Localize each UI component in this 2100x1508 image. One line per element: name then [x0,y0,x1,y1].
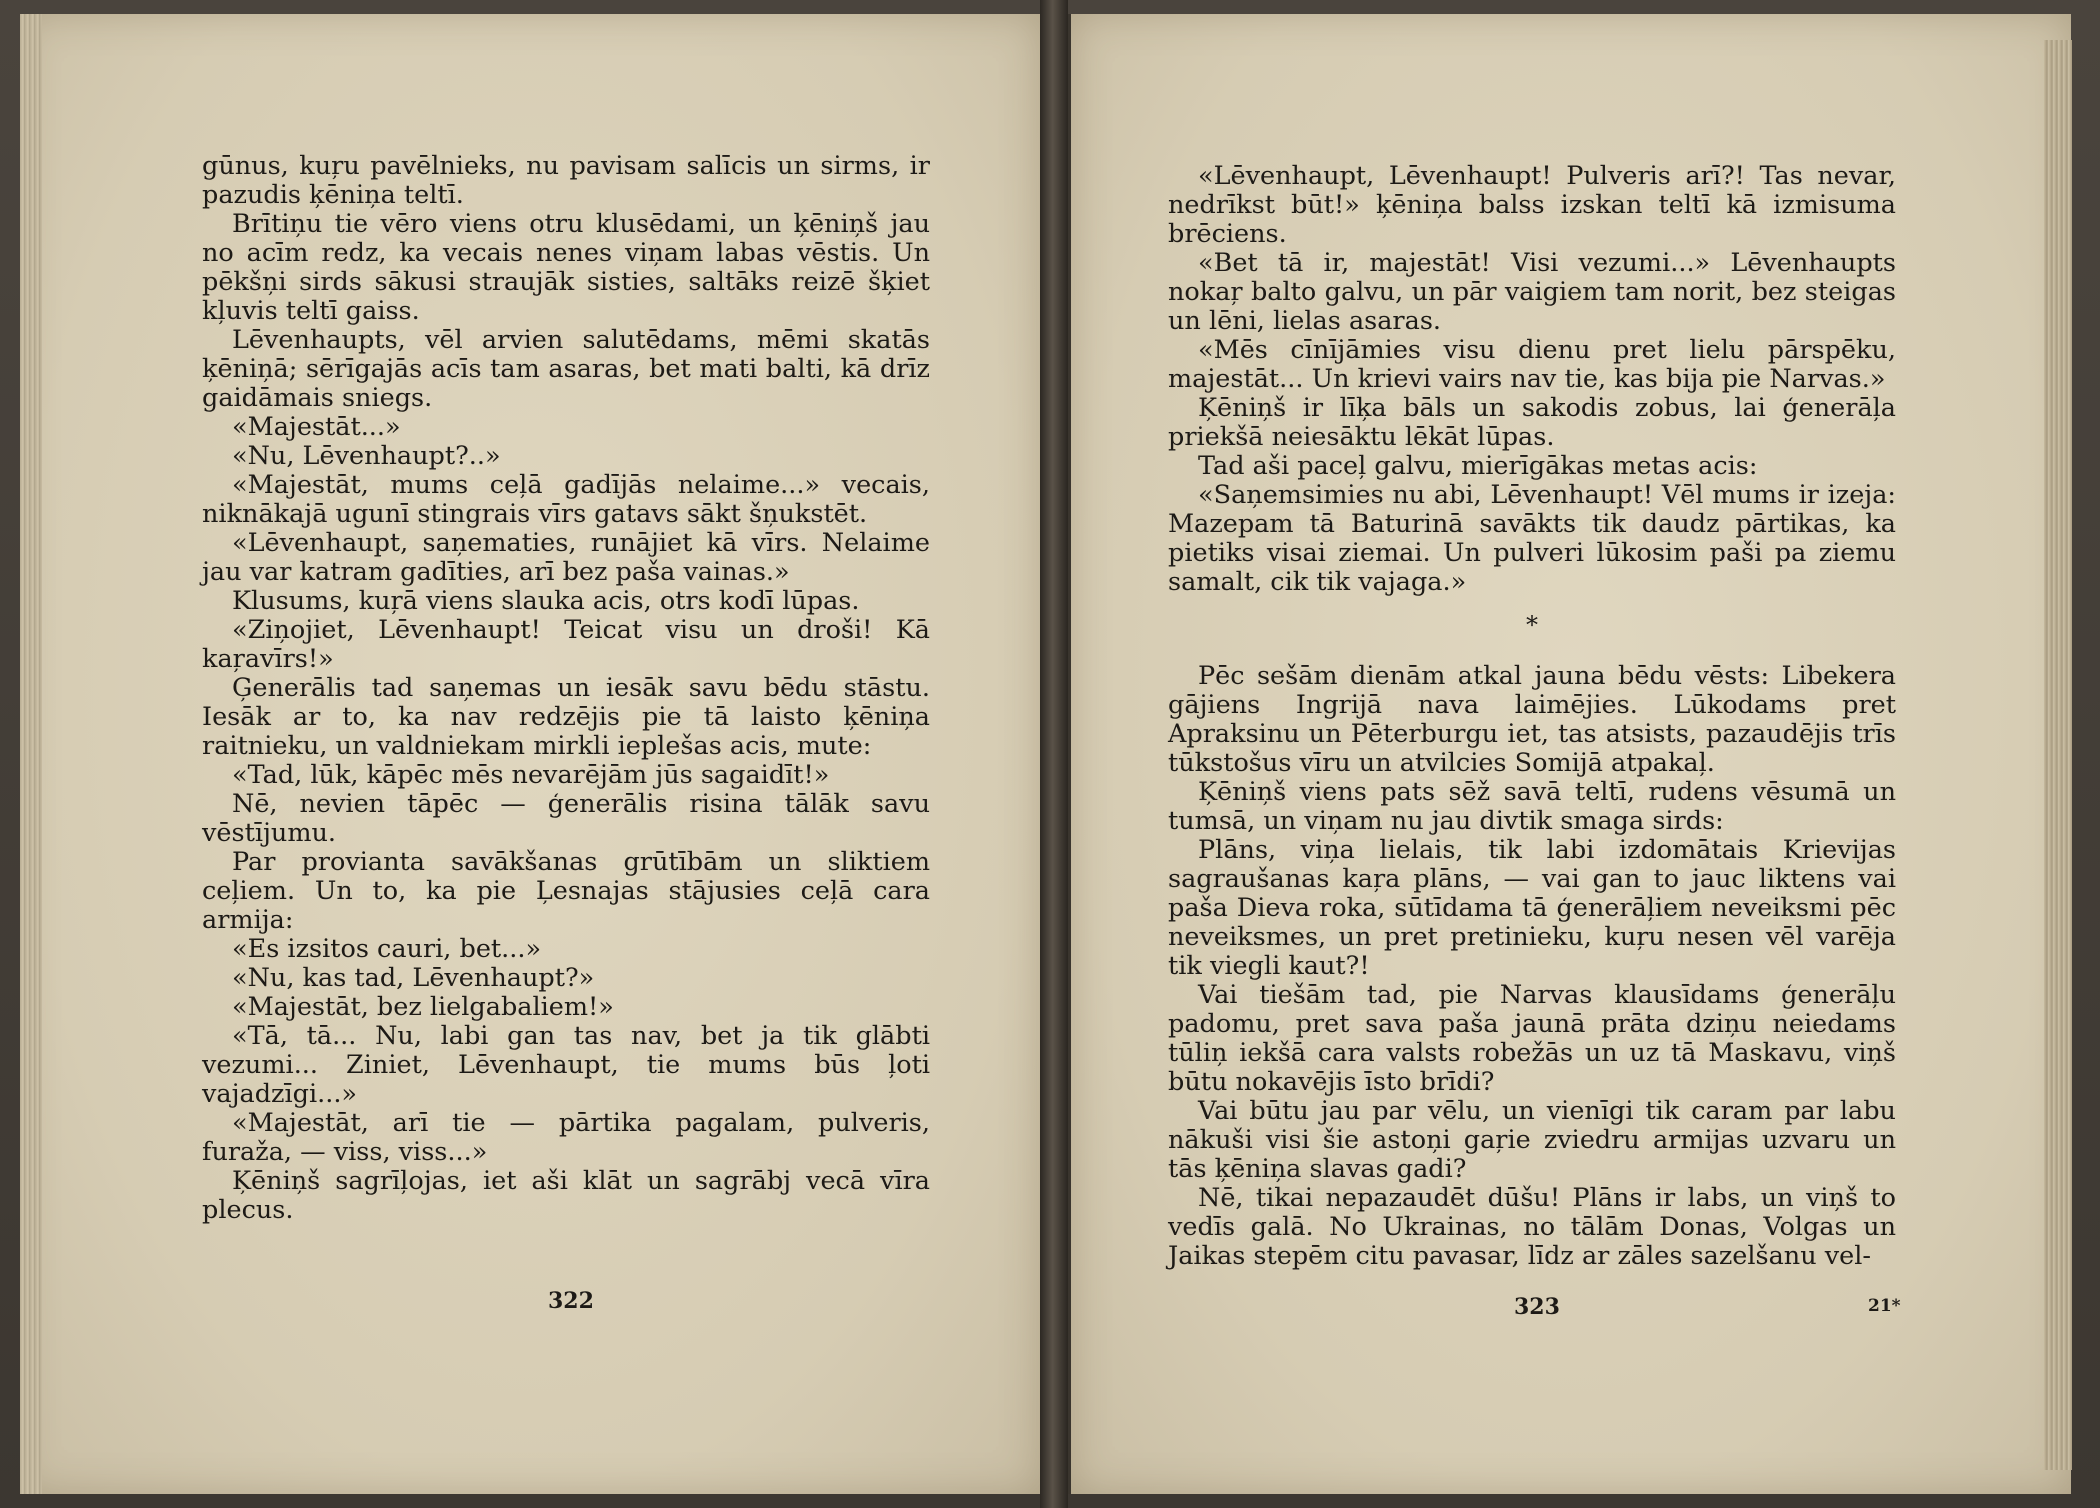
paragraph: Ķēniņš sagrīļojas, iet aši klāt un sagrābj vecā vīra plecus. [202,1166,930,1225]
signature-mark: 21* [1868,1296,1901,1316]
paragraph: gūnus, kuŗu pavēlnieks, nu pavisam salīcis un sirms, ir pazudis ķēniņa teltī. [202,151,930,210]
section-break-asterisk: * [1526,611,1538,639]
paragraph: Vai tiešām tad, pie Narvas klausīdams ģenerāļu padomu, pret sava paša jaunā prāta dziņu neiedams tūliņ iekšā cara valsts robežās un uz tā Maskavu, viņš būtu nokavējis īsto brīdi? [1168,980,1896,1097]
paragraph: Ģenerālis tad saņemas un iesāk savu bēdu stāstu. Iesāk ar to, ka nav redzējis pie tā laisto ķēniņa raitnieku, un valdniekam mirkli ieplešas acis, mute: [202,673,930,761]
right-page-text-before-break [1168,162,1896,597]
paragraph: Ķēniņš viens pats sēž savā teltī, rudens vēsumā un tumsā, un viņam nu jau divtik smaga sirds: [1168,777,1896,836]
paragraph: «Mēs cīnījāmies visu dienu pret lielu pārspēku, majestāt... Un krievi vairs nav tie, kas bija pie Narvas.» [1168,335,1896,394]
page-number-right: 323 [1514,1294,1560,1320]
paragraph: «Nu, kas tad, Lēvenhaupt?» [232,963,595,993]
paragraph: «Majestāt, bez lielgabaliem!» [232,992,614,1022]
paragraph: «Saņemsimies nu abi, Lēvenhaupt! Vēl mums ir izeja: Mazepam tā Baturinā savākts tik daudz pārtikas, ka pietiks visai ziemai. Un pulveri lūkosim paši pa ziemu samalt, cik tik vajaga.» [1168,480,1896,597]
paragraph: Vai būtu jau par vēlu, un vienīgi tik caram par labu nākuši visi šie astoņi gaŗie zviedru armijas uzvaru un tās ķēniņa slavas gadi? [1168,1096,1896,1184]
left-page-text [202,152,930,1225]
paragraph: Par provianta savākšanas grūtībām un sliktiem ceļiem. Un to, ka pie Ļesnajas stājusies ceļā cara armija: [202,847,930,935]
paragraph: «Majestāt, arī tie — pārtika pagalam, pulveris, furaža, — viss, viss...» [202,1108,930,1167]
right-page-text [1168,162,1896,1271]
paragraph: «Tā, tā... Nu, labi gan tas nav, bet ja tik glābti vezumi... Ziniet, Lēvenhaupt, tie mums būs ļoti vajadzīgi...» [202,1021,930,1109]
paragraph: Pēc sešām dienām atkal jauna bēdu vēsts: Libekera gājiens Ingrijā nava laimējies. Lūkodams pret Apraksinu un Pēterburgu iet, tas atsists, pazaudējis trīs tūkstošus vīru un atvilcies Somijā atpakaļ. [1168,661,1896,778]
paragraph: Tad aši paceļ galvu, mierīgākas metas acis: [1198,451,1758,481]
right-page-edges [2044,40,2072,1470]
right-page-text-after-break [1168,662,1896,1271]
paragraph: «Lēvenhaupt, saņematies, runājiet kā vīrs. Nelaime jau var katram gadīties, arī bez paša vainas.» [202,528,930,587]
paragraph: Klusums, kuŗā viens slauka acis, otrs kodī lūpas. [232,586,860,616]
paragraph: «Ziņojiet, Lēvenhaupt! Teicat visu un droši! Kā kaŗavīrs!» [202,615,930,674]
paragraph: Ķēniņš ir līķa bāls un sakodis zobus, lai ģenerāļa priekšā neiesāktu lēkāt lūpas. [1168,393,1896,452]
paragraph: «Majestāt...» [232,412,401,442]
paragraph: «Es izsitos cauri, bet...» [232,934,542,964]
paragraph: «Tad, lūk, kāpēc mēs nevarējām jūs sagaidīt!» [232,760,830,790]
paragraph: «Lēvenhaupt, Lēvenhaupt! Pulveris arī?! Tas nevar, nedrīkst būt!» ķēniņa balss izskan teltī kā izmisuma brēciens. [1168,161,1896,249]
paragraph: Nē, tikai nepazaudēt dūšu! Plāns ir labs, un viņš to vedīs galā. No Ukrainas, no tālām Donas, Volgas un Jaikas stepēm citu pavasar, līdz ar zāles sazelšanu vel- [1168,1183,1896,1271]
page-number-left: 322 [548,1288,594,1314]
book-gutter [1040,0,1068,1508]
paragraph: Nē, nevien tāpēc — ģenerālis risina tālāk savu vēstījumu. [202,789,930,848]
paragraph: Brītiņu tie vēro viens otru klusēdami, un ķēniņš jau no acīm redz, ka vecais nenes viņam labas vēstis. Un pēkšņi sirds sākusi straujāk sisties, saltāks reizē šķiet kļuvis teltī gaiss. [202,209,930,326]
paragraph: «Majestāt, mums ceļā gadījās nelaime...» vecais, niknākajā ugunī stingrais vīrs gatavs sākt šņukstēt. [202,470,930,529]
paragraph: Lēvenhaupts, vēl arvien salutēdams, mēmi skatās ķēniņā; sērīgajās acīs tam asaras, bet mati balti, kā drīz gaidāmais sniegs. [202,325,930,413]
paragraph: Plāns, viņa lielais, tik labi izdomātais Krievijas sagraušanas kaŗa plāns, — vai gan to jauc liktens vai paša Dieva roka, sūtīdama tā ģenerāļiem neveiksmi pēc neveiksmes, un pret pretinieku, kuŗu nesen vēl varēja tik viegli kaut?! [1168,835,1896,981]
paragraph: «Bet tā ir, majestāt! Visi vezumi...» Lēvenhaupts nokaŗ balto galvu, un pār vaigiem tam norit, bez steigas un lēni, lielas asaras. [1168,248,1896,336]
paragraph: «Nu, Lēvenhaupt?..» [232,441,501,471]
left-page-edges [20,14,42,1494]
